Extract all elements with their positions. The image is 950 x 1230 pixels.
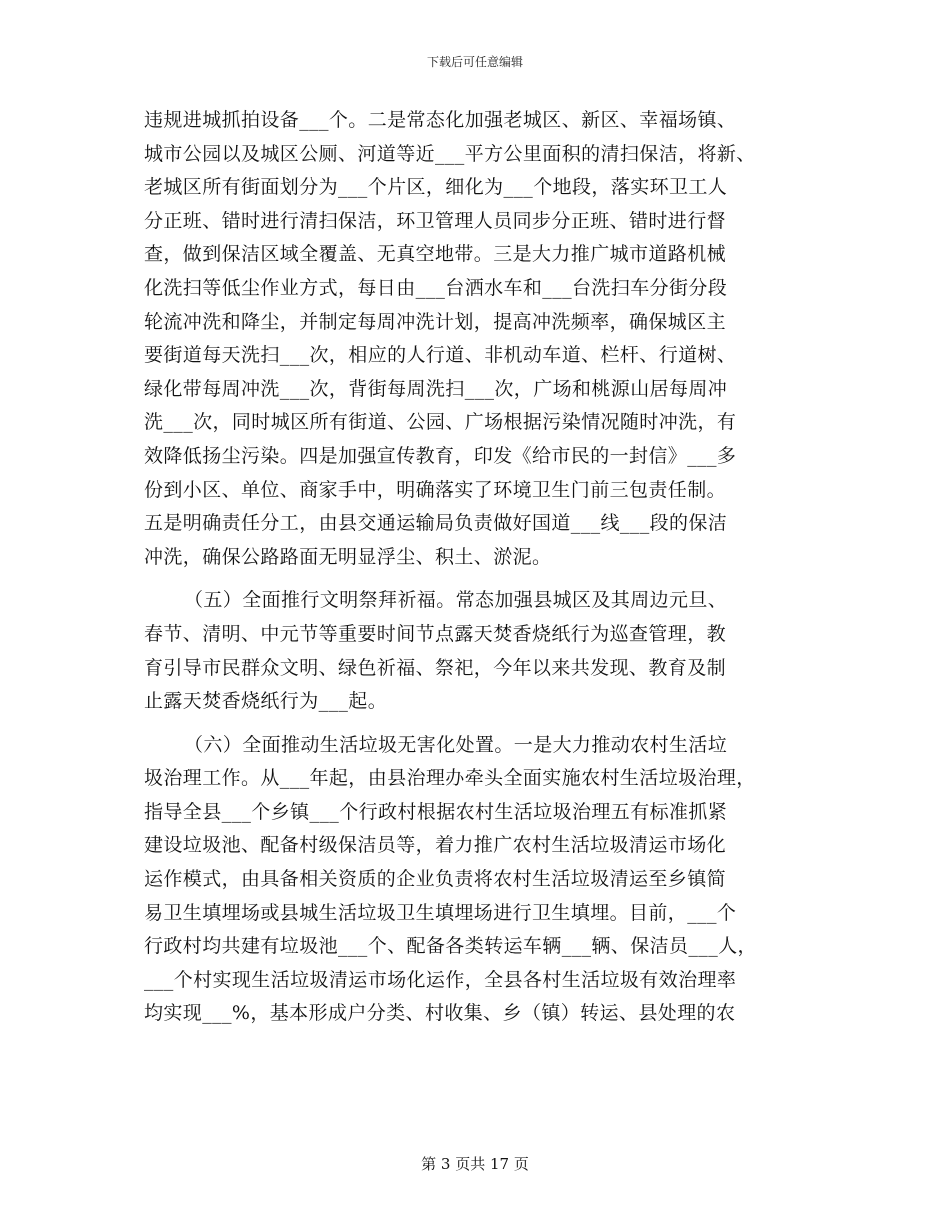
text-line: ___个村实现生活垃圾清运市场化运作，全县各村生活垃圾有效治理率 [144, 968, 737, 991]
text-line: 止露天焚香烧纸行为___起。 [144, 690, 388, 713]
paragraph-civilized-worship [144, 584, 824, 718]
text-line: （五）全面推行文明祭拜祈福。常态加强县城区及其周边元旦、 [184, 589, 728, 612]
text-line: 化洗扫等低尘作业方式，每日由___台洒水车和___台洗扫车分街分段 [144, 276, 728, 299]
paragraph-street-cleaning [144, 104, 824, 574]
paragraph-gap [144, 574, 824, 584]
text-line: 易卫生填埋场或县城生活垃圾卫生填埋场进行卫生填埋。目前，___个 [144, 901, 737, 924]
text-line: 效降低扬尘污染。四是加强宣传教育，印发《给市民的一封信》___多 [144, 444, 737, 467]
text-line: 老城区所有街面划分为___个片区，细化为___个地段，落实环卫工人 [144, 176, 728, 199]
text-line: 城市公园以及城区公厕、河道等近___平方公里面积的清扫保洁，将新、 [144, 142, 756, 165]
text-line: 建设垃圾池、配备村级保洁员等，着力推广农村生活垃圾清运市场化 [144, 834, 727, 857]
text-line: 分正班、错时进行清扫保洁，环卫管理人员同步分正班、错时进行督 [144, 209, 727, 232]
text-line: 违规进城抓拍设备___个。二是常态化加强老城区、新区、幸福场镇、 [144, 109, 737, 131]
text-line: 要街道每天洗扫___次，相应的人行道、非机动车道、栏杆、行道树、 [144, 344, 737, 367]
text-line: 冲洗，确保公路路面无明显浮尘、积土、淤泥。 [144, 545, 552, 568]
paragraph-garbage-disposal [144, 729, 824, 1031]
document-body [144, 104, 824, 1031]
page-header-note: 下载后可任意编辑 [426, 55, 523, 69]
text-line: 轮流冲洗和降尘，并制定每周冲洗计划，提高冲洗频率，确保城区主 [144, 310, 727, 333]
text-line: 洗___次，同时城区所有街道、公园、广场根据污染情况随时冲洗，有 [144, 411, 737, 434]
text-line: 均实现___%，基本形成户分类、村收集、乡（镇）转运、县处理的农 [144, 1002, 736, 1025]
text-line: 五是明确责任分工，由县交通运输局负责做好国道___线___段的保洁 [144, 512, 728, 535]
paragraph-gap [144, 719, 824, 729]
text-line: 份到小区、单位、商家手中，明确落实了环境卫生门前三包责任制。 [144, 478, 727, 501]
text-line: 指导全县___个乡镇___个行政村根据农村生活垃圾治理五有标准抓紧 [144, 800, 728, 823]
text-line: 圾治理工作。从___年起，由县治理办牵头全面实施农村生活垃圾治理， [144, 767, 756, 790]
text-line: （六）全面推动生活垃圾无害化处置。一是大力推动农村生活垃 [184, 733, 728, 756]
page-number: 第 3 页共 17 页 [421, 1155, 529, 1173]
text-line: 行政村均共建有垃圾池___个、配备各类转运车辆___辆、保洁员___人， [144, 935, 757, 958]
text-line: 春节、清明、中元节等重要时间节点露天焚香烧纸行为巡查管理，教 [144, 622, 727, 645]
text-line: 绿化带每周冲洗___次，背街每周洗扫___次，广场和桃源山居每周冲 [144, 377, 728, 400]
text-line: 查，做到保洁区域全覆盖、无真空地带。三是大力推广城市道路机械 [144, 243, 727, 266]
text-line: 育引导市民群众文明、绿色祈福、祭祀，今年以来共发现、教育及制 [144, 656, 727, 679]
text-line: 运作模式，由具备相关资质的企业负责将农村生活垃圾清运至乡镇简 [144, 868, 727, 891]
